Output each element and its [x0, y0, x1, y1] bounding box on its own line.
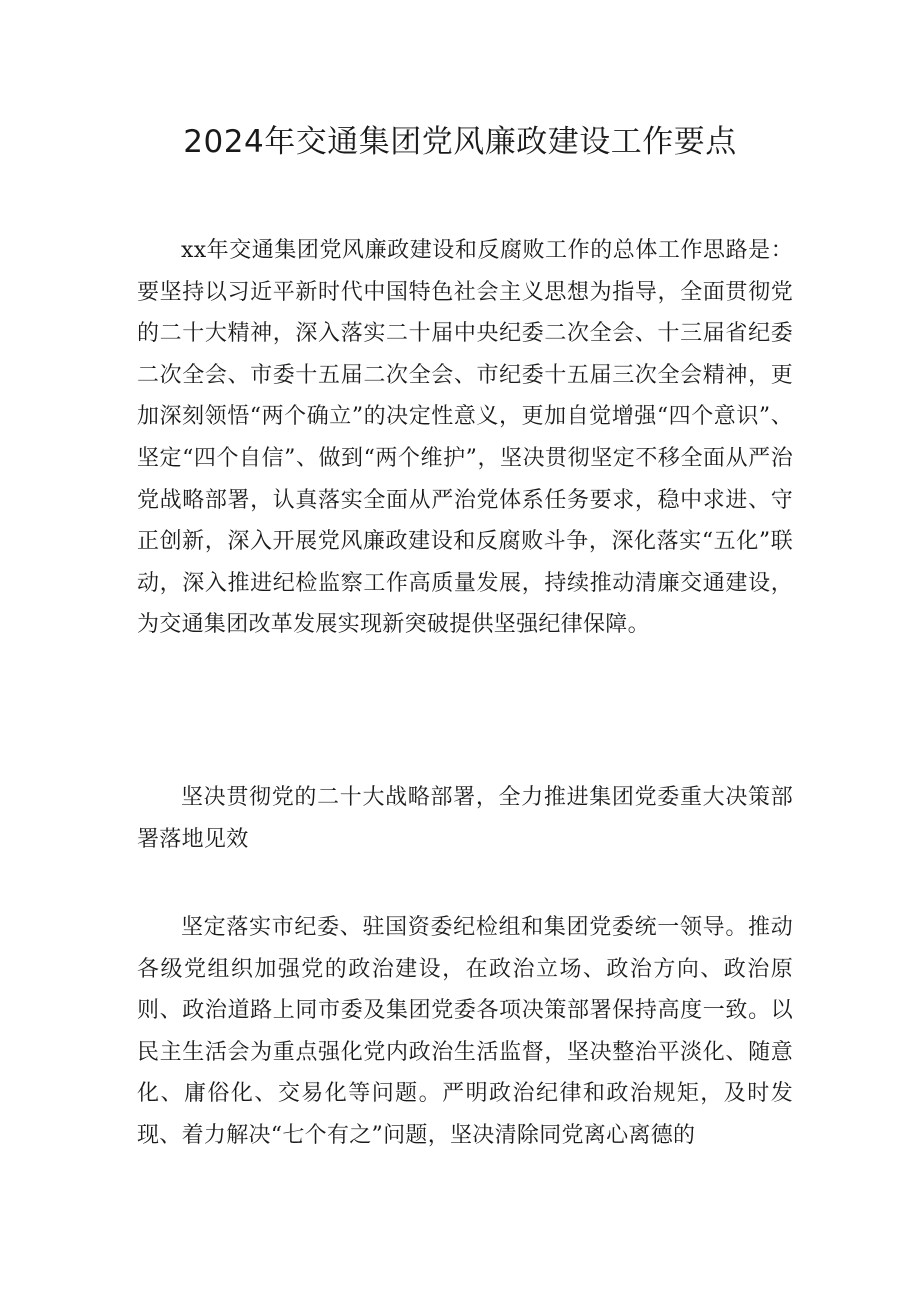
document-title: 2024年交通集团党风廉政建设工作要点: [183, 124, 737, 160]
paragraph-leadership: 坚定落实市纪委、驻国资委纪检组和集团党委统一领导。推动各级党组织加强党的政治建设，在政治立场、政治方向、政治原则、政治道路上同市委及集团党委各项决策部署保持高度一致。以民主生活会为重点强化党内政治生活监督，坚决整治平淡化、随意化、庸俗化、交易化等问题。严明政治纪律和政治规矩，及时发现、着力解决“七个有之”问题，坚决清除同党离心离德的: [137, 915, 793, 1148]
section-heading-strategy: 坚决贯彻党的二十大战略部署，全力推进集团党委重大决策部署落地见效: [137, 785, 793, 852]
paragraph-work-approach: xx年交通集团党风廉政建设和反腐败工作的总体工作思路是：要坚持以习近平新时代中国特色社会主义思想为指导，全面贯彻党的二十大精神，深入落实二十届中央纪委二次全会、十三届省纪委二次全会、市委十五届二次全会、市纪委十五届三次全会精神，更加深刻领悟“两个确立”的决定性意义，更加自觉增强“四个意识”、坚定“四个自信”、做到“两个维护”，坚决贯彻坚定不移全面从严治党战略部署，认真落实全面从严治党体系任务要求，稳中求进、守正创新，深入开展党风廉政建设和反腐败斗争，深化落实“五化”联动，深入推进纪检监察工作高质量发展，持续推动清廉交通建设，为交通集团改革发展实现新突破提供坚强纪律保障。: [137, 238, 793, 638]
